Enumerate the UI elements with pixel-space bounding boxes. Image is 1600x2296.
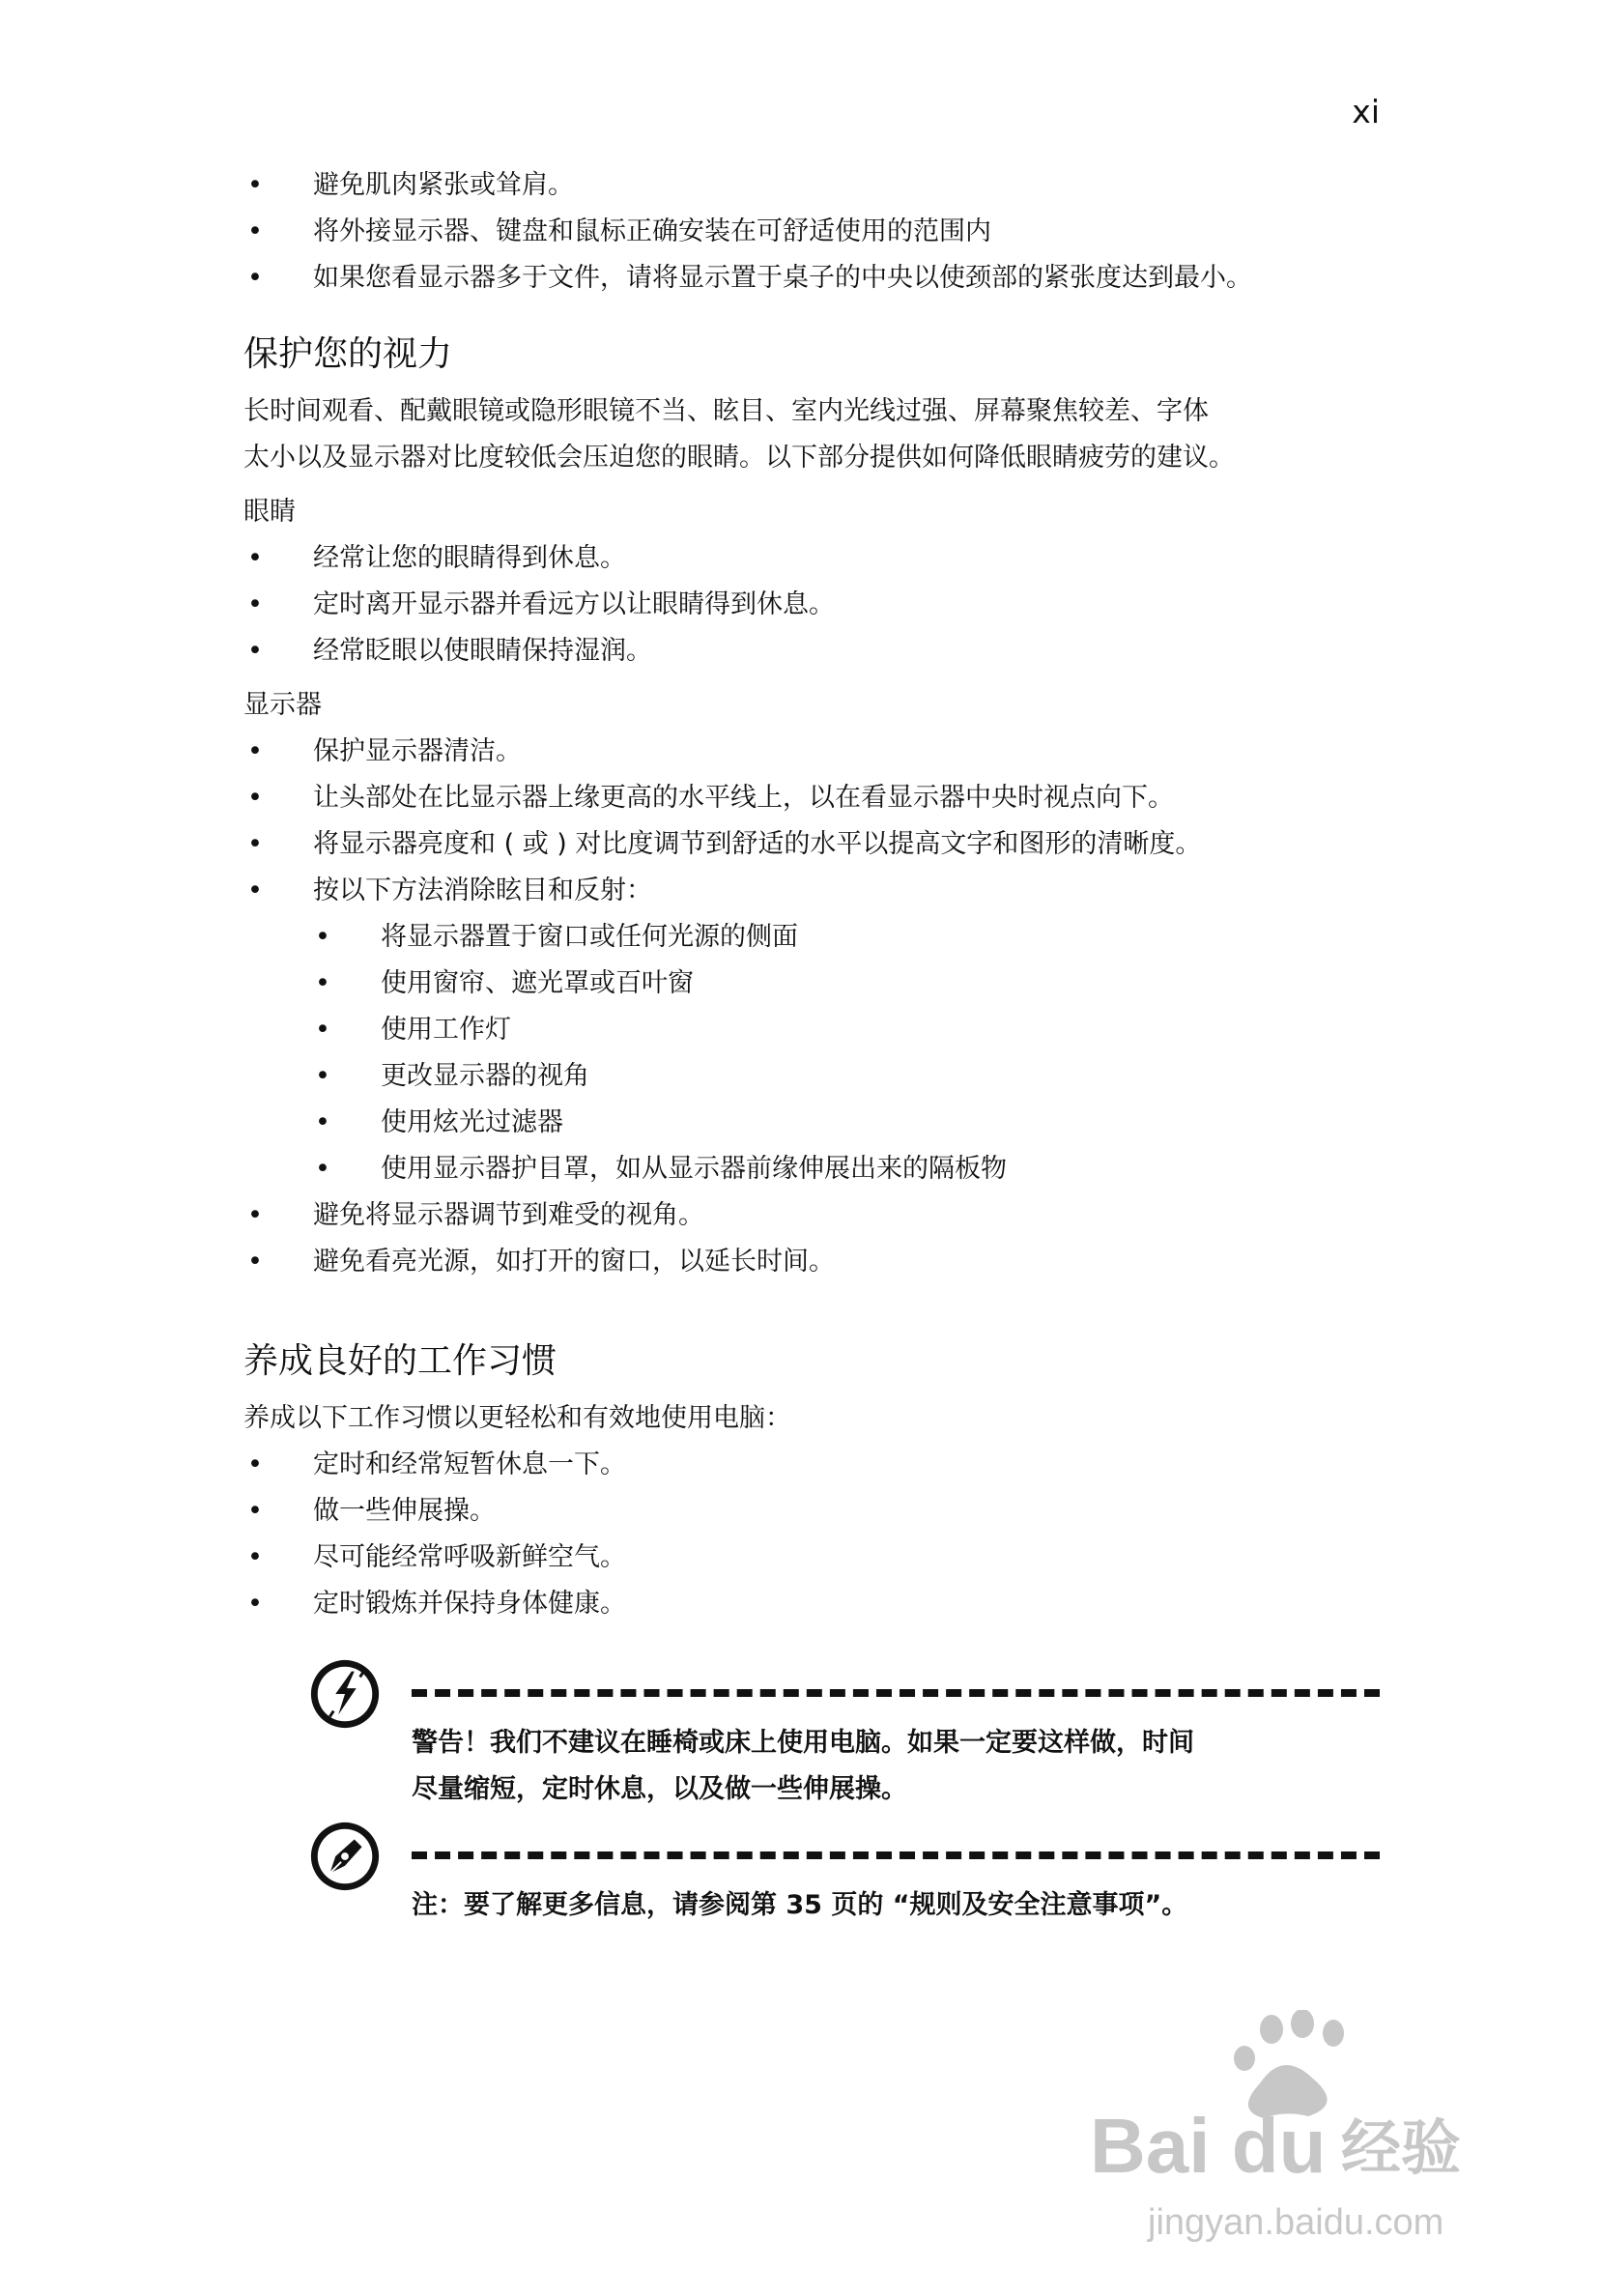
- list-item: • 定时锻炼并保持身体健康。: [243, 1581, 1384, 1627]
- watermark-brand: Bai du: [1090, 2103, 1327, 2189]
- sub-list-item: • 使用窗帘、遮光罩或百叶窗: [243, 961, 1384, 1007]
- page-number: xi: [1352, 93, 1380, 130]
- warning-lightning-icon: [307, 1656, 383, 1732]
- list-item: • 做一些伸展操。: [243, 1488, 1384, 1535]
- note-callout: [307, 1817, 1380, 1942]
- list-item: • 保护显示器清洁。: [243, 729, 1384, 775]
- sub-list-item: • 更改显示器的视角: [243, 1053, 1384, 1100]
- list-item: • 避免看亮光源，如打开的窗口，以延长时间。: [243, 1239, 1384, 1285]
- list-item: • 如果您看显示器多于文件，请将显示置于桌子的中央以使颈部的紧张度达到最小。: [243, 255, 1384, 301]
- list-item: • 定时离开显示器并看远方以让眼睛得到休息。: [243, 582, 1384, 628]
- subheading-eyes: 眼睛: [243, 497, 296, 527]
- sub-list-item: • 将显示器置于窗口或任何光源的侧面: [243, 914, 1384, 961]
- list-item: • 避免肌肉紧张或耸肩。: [243, 162, 1384, 209]
- watermark-url: jingyan.baidu.com: [1148, 2202, 1444, 2243]
- list-item: • 将显示器亮度和 ( 或 ) 对比度调节到舒适的水平以提高文字和图形的清晰度。: [243, 821, 1384, 868]
- list-item: • 经常眨眼以使眼睛保持湿润。: [243, 628, 1384, 674]
- list-item: • 避免将显示器调节到难受的视角。: [243, 1192, 1384, 1239]
- baidu-watermark: [1090, 2010, 1486, 2252]
- warning-line: 尽量缩短，定时休息，以及做一些伸展操。: [412, 1774, 907, 1804]
- callout-divider: [412, 1851, 1380, 1859]
- sub-list-item: • 使用炫光过滤器: [243, 1100, 1384, 1146]
- list-item: • 按以下方法消除眩目和反射：: [243, 868, 1384, 914]
- watermark-brand-cn: 经验: [1341, 2112, 1462, 2183]
- paragraph-line: 太小以及显示器对比度较低会压迫您的眼睛。以下部分提供如何降低眼睛疲劳的建议。: [243, 443, 1235, 473]
- intro-bullet-list: [243, 162, 1384, 301]
- sub-list-item: • 使用工作灯: [243, 1007, 1384, 1053]
- habits-section: [243, 1335, 1384, 1627]
- list-item: • 定时和经常短暂休息一下。: [243, 1442, 1384, 1488]
- paragraph-line: 养成以下工作习惯以更轻松和有效地使用电脑：: [243, 1403, 791, 1433]
- list-item: • 经常让您的眼睛得到休息。: [243, 535, 1384, 582]
- section-heading-eyes: 保护您的视力: [243, 334, 453, 374]
- subheading-display: 显示器: [243, 690, 322, 720]
- callout-divider: [412, 1689, 1380, 1697]
- sub-list-item: • 使用显示器护目罩，如从显示器前缘伸展出来的隔板物: [243, 1146, 1384, 1192]
- list-item: • 让头部处在比显示器上缘更高的水平线上，以在看显示器中央时视点向下。: [243, 775, 1384, 821]
- note-pen-icon: [307, 1819, 383, 1894]
- eye-section: [243, 329, 1384, 1285]
- note-text: 注：要了解更多信息，请参阅第 35 页的 “规则及安全注意事项”。: [412, 1890, 1188, 1920]
- warning-callout: [307, 1654, 1380, 1819]
- warning-line: 警告！我们不建议在睡椅或床上使用电脑。如果一定要这样做，时间: [412, 1728, 1194, 1758]
- list-item: • 将外接显示器、键盘和鼠标正确安装在可舒适使用的范围内: [243, 209, 1384, 255]
- paragraph-line: 长时间观看、配戴眼镜或隐形眼镜不当、眩目、室内光线过强、屏幕聚焦较差、字体: [243, 396, 1209, 426]
- list-item: • 尽可能经常呼吸新鲜空气。: [243, 1535, 1384, 1581]
- section-heading-habits: 养成良好的工作习惯: [243, 1341, 557, 1381]
